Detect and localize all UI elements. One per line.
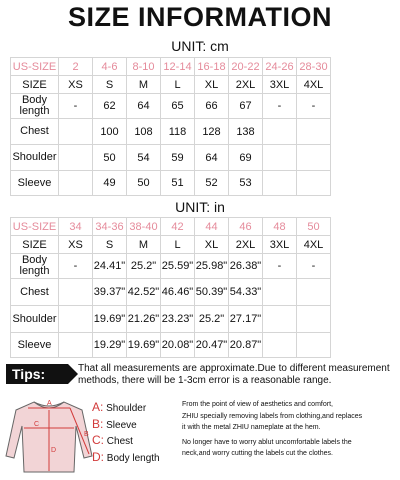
value-cell: [263, 171, 297, 196]
table-row: [11, 58, 331, 76]
note-line: it with the metal ZHIU nameplate at the hem.: [182, 424, 321, 431]
row-label: Sleeve: [11, 171, 59, 196]
value-cell: 100: [93, 119, 127, 145]
legend-item: D: Body length: [92, 449, 160, 464]
us-size-cell: 28-30: [297, 58, 331, 76]
value-cell: 64: [127, 94, 161, 119]
value-cell: -: [297, 254, 331, 279]
value-cell: 118: [161, 119, 195, 145]
size-cell: M: [127, 236, 161, 254]
value-cell: 25.98": [195, 254, 229, 279]
us-size-cell: 46: [229, 218, 263, 236]
value-cell: 69: [229, 145, 263, 171]
legend-item: C: Chest: [92, 433, 133, 447]
value-cell: 19.69": [127, 333, 161, 358]
size-cell: M: [127, 76, 161, 94]
diagram-mark-d: D: [51, 447, 57, 454]
note-line: neck,and worry cutting the labels cut the clothes.: [182, 450, 333, 457]
us-size-cell: 50: [297, 218, 331, 236]
note-line: ZHIU specially removing labels from clothing,and replaces: [182, 412, 363, 420]
page-title: SIZE INFORMATION: [68, 2, 332, 32]
value-cell: 50: [93, 145, 127, 171]
size-table-cm: [10, 57, 331, 196]
row-label: Shoulder: [11, 306, 59, 333]
value-cell: [297, 171, 331, 196]
unit-cm-label: UNIT: cm: [171, 38, 229, 54]
value-cell: [59, 119, 93, 145]
value-cell: 42.52": [127, 279, 161, 306]
row-label: Shoulder: [11, 145, 59, 171]
value-cell: [297, 306, 331, 333]
value-cell: 108: [127, 119, 161, 145]
value-cell: [263, 145, 297, 171]
value-cell: [297, 333, 331, 358]
shirt-diagram: [4, 396, 94, 476]
row-label: Sleeve: [11, 333, 59, 358]
size-cell: XL: [195, 236, 229, 254]
table-row: [11, 254, 331, 279]
value-cell: 62: [93, 94, 127, 119]
us-size-cell: 8-10: [127, 58, 161, 76]
us-size-cell: 12-14: [161, 58, 195, 76]
value-cell: [297, 145, 331, 171]
value-cell: 64: [195, 145, 229, 171]
value-cell: [297, 119, 331, 145]
value-cell: [59, 279, 93, 306]
value-cell: 50: [127, 171, 161, 196]
us-size-cell: 16-18: [195, 58, 229, 76]
value-cell: -: [263, 94, 297, 119]
value-cell: 138: [229, 119, 263, 145]
value-cell: 53: [229, 171, 263, 196]
us-size-label: US-SIZE: [11, 58, 59, 76]
value-cell: [59, 306, 93, 333]
value-cell: 26.38": [229, 254, 263, 279]
size-cell: 3XL: [263, 76, 297, 94]
diagram-mark-a: A: [47, 400, 52, 407]
table-row: [11, 119, 331, 145]
legend-item: A: Shoulder: [92, 400, 147, 414]
value-cell: 49: [93, 171, 127, 196]
us-size-cell: 44: [195, 218, 229, 236]
value-cell: 54.33": [229, 279, 263, 306]
size-cell: XS: [59, 236, 93, 254]
size-label: SIZE: [11, 236, 59, 254]
row-label: Body length: [11, 94, 59, 119]
table-row: [11, 171, 331, 196]
us-size-cell: 42: [161, 218, 195, 236]
value-cell: 66: [195, 94, 229, 119]
table-row: [11, 279, 331, 306]
value-cell: 46.46": [161, 279, 195, 306]
value-cell: 27.17": [229, 306, 263, 333]
tips-tag: Tips:: [6, 364, 68, 384]
tips-text: That all measurements are approximate.Due to different measurement methods, there will be 1-3cm error is a reasonable range.: [78, 363, 390, 386]
row-label: Chest: [11, 119, 59, 145]
value-cell: 54: [127, 145, 161, 171]
unit-in-label: UNIT: in: [175, 199, 225, 215]
size-cell: 2XL: [229, 76, 263, 94]
table-row: [11, 333, 331, 358]
value-cell: [263, 333, 297, 358]
value-cell: 20.87": [229, 333, 263, 358]
size-cell: S: [93, 76, 127, 94]
size-cell: XS: [59, 76, 93, 94]
value-cell: 21.26": [127, 306, 161, 333]
value-cell: 19.29": [93, 333, 127, 358]
row-label: Chest: [11, 279, 59, 306]
note-line: No longer have to worry ablut uncomfortable labels the: [182, 438, 352, 446]
value-cell: 128: [195, 119, 229, 145]
table-row: [11, 306, 331, 333]
value-cell: -: [297, 94, 331, 119]
size-cell: L: [161, 76, 195, 94]
table-row: [11, 76, 331, 94]
value-cell: 59: [161, 145, 195, 171]
value-cell: 25.2": [195, 306, 229, 333]
value-cell: 24.41": [93, 254, 127, 279]
row-label: Body length: [11, 254, 59, 279]
value-cell: 50.39": [195, 279, 229, 306]
us-size-cell: 34-36: [93, 218, 127, 236]
value-cell: [297, 279, 331, 306]
value-cell: [263, 279, 297, 306]
table-row: [11, 218, 331, 236]
value-cell: 51: [161, 171, 195, 196]
value-cell: [59, 145, 93, 171]
diagram-mark-b: B: [84, 431, 89, 438]
value-cell: 25.59": [161, 254, 195, 279]
size-table-in: [10, 217, 331, 358]
table-row: [11, 236, 331, 254]
value-cell: 19.69": [93, 306, 127, 333]
size-cell: 4XL: [297, 76, 331, 94]
value-cell: 67: [229, 94, 263, 119]
size-cell: 3XL: [263, 236, 297, 254]
table-row: [11, 145, 331, 171]
value-cell: 39.37": [93, 279, 127, 306]
value-cell: -: [263, 254, 297, 279]
us-size-cell: 34: [59, 218, 93, 236]
size-label: SIZE: [11, 76, 59, 94]
us-size-cell: 20-22: [229, 58, 263, 76]
diagram-mark-c: C: [34, 421, 40, 428]
value-cell: -: [59, 254, 93, 279]
measure-legend: [92, 400, 160, 466]
us-size-cell: 2: [59, 58, 93, 76]
size-cell: L: [161, 236, 195, 254]
us-size-cell: 38-40: [127, 218, 161, 236]
legend-item: B: Sleeve: [92, 416, 137, 431]
size-cell: 2XL: [229, 236, 263, 254]
value-cell: 20.47": [195, 333, 229, 358]
note-line: From the point of view of aesthetics and comfort,: [182, 401, 333, 408]
table-row: [11, 94, 331, 119]
value-cell: 52: [195, 171, 229, 196]
value-cell: 20.08": [161, 333, 195, 358]
value-cell: [59, 333, 93, 358]
size-cell: XL: [195, 76, 229, 94]
us-size-cell: 48: [263, 218, 297, 236]
value-cell: -: [59, 94, 93, 119]
label-note: [182, 399, 396, 460]
us-size-cell: 4-6: [93, 58, 127, 76]
us-size-label: US-SIZE: [11, 218, 59, 236]
value-cell: 23.23": [161, 306, 195, 333]
value-cell: [263, 306, 297, 333]
size-cell: S: [93, 236, 127, 254]
value-cell: [263, 119, 297, 145]
size-cell: 4XL: [297, 236, 331, 254]
value-cell: 25.2": [127, 254, 161, 279]
us-size-cell: 24-26: [263, 58, 297, 76]
value-cell: 65: [161, 94, 195, 119]
value-cell: [59, 171, 93, 196]
